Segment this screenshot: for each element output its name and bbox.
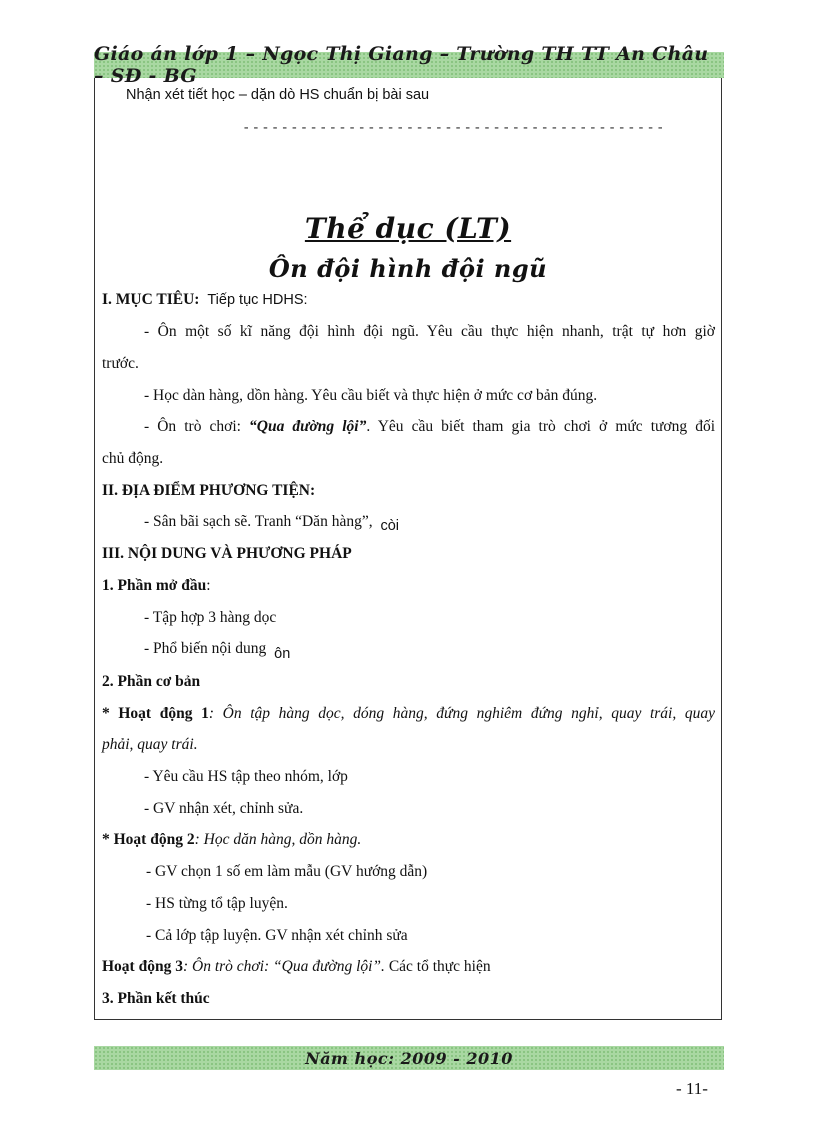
activity2-text: : Học dăn hàng, dồn hàng. [194,831,362,848]
section3-heading-text: III. NỘI DUNG VÀ PHƯƠNG PHÁP [102,545,352,562]
section1-item3-prefix: - Ôn trò chơi: [144,418,250,435]
activity1-item1: - Yêu cầu HS tập theo nhóm, lớp [144,768,348,785]
section1-item3-suffix: . Yêu cầu biết tham gia trò chơi ở mức tương đối [366,418,715,435]
activity2-item2: - HS từng tổ tập luyện. [146,895,288,912]
section1-heading: I. MỤC TIÊU: [102,291,200,308]
part1-item2-text: - Phổ biến nội dung [144,640,267,657]
section3-heading [102,545,352,563]
page-header-banner [94,43,724,87]
page-number: - 11- [676,1079,708,1098]
part1-heading [102,577,211,595]
header-text: Giáo án lớp 1 – Ngọc Thị Giang – Trường TH TT An Châu – SĐ - BG [94,43,709,87]
activity2-item3: - Cả lớp tập luyện. GV nhận xét chỉnh sửa [146,927,408,944]
section1-item1-line2: trước. [102,355,139,372]
activity1-label: * Hoạt động 1 [102,705,209,722]
section1-item1-line1: - Ôn một số kĩ năng đội hình đội ngũ. Yêu cầu thực hiện nhanh, trật tự hơn giờ [144,323,715,340]
section1-intro: Tiếp tục HDHS: [207,292,308,308]
activity1-line2 [102,736,198,754]
section2-heading [102,482,315,500]
game-name: “Qua đường lội” [249,418,367,435]
footer-text: Năm học: 2009 - 2010 [305,1048,513,1068]
activity1-line1 [102,705,715,723]
section2-item-extra: còi [380,518,399,534]
part1-heading-text: 1. Phần mở đầu [102,577,207,594]
activity1-text: : Ôn tập hàng dọc, dóng hàng, đứng nghiêm đứng nghỉ, quay trái, quay [208,705,715,722]
page-footer-banner [94,1046,724,1070]
section1-item2: - Học dàn hàng, dồn hàng. Yêu cầu biết và thực hiện ở mức cơ bản đúng. [144,387,598,404]
activity3-label: Hoạt động 3 [102,958,183,975]
activity3-line [102,958,491,976]
section1-item3-line2: chủ động. [102,450,164,467]
part2-heading [102,673,200,691]
part1-item2-extra: ôn [274,646,291,662]
separator-line: -------------------------------------------- [242,120,666,136]
part1-item1: - Tập hợp 3 hàng dọc [144,609,277,626]
part3-heading [102,990,210,1008]
part1-colon: : [206,577,211,594]
section2-item-text: - Sân bãi sạch sẽ. Tranh “Dăn hàng”, [144,513,373,530]
lesson-subtitle: Ôn đội hình đội ngũ [268,254,548,283]
top-line: Nhận xét tiết học – dặn dò HS chuẩn bị bài sau [126,87,430,103]
section2-heading-text: II. ĐỊA ĐIỂM PHƯƠNG TIỆN: [102,482,316,499]
section2-item [144,513,399,534]
part2-heading-text: 2. Phần cơ bản [102,673,201,690]
lesson-title: Thể dục (LT) [304,212,512,245]
activity3-suffix: Các tổ thực hiện [384,958,491,975]
activity1-text-line2: phải, quay trái. [102,736,198,753]
part1-item2 [144,640,291,662]
activity3-text: : Ôn trò chơi: “Qua đường lội”. [182,958,385,975]
section1-item3 [144,418,715,436]
activity1-item2: - GV nhận xét, chỉnh sửa. [144,800,304,817]
activity2-line [102,831,361,849]
part3-heading-text: 3. Phần kết thúc [102,990,210,1007]
activity2-item1: - GV chọn 1 số em làm mẫu (GV hướng dẫn) [146,863,428,880]
activity2-label: * Hoạt động 2 [102,831,195,848]
section1-heading-row [102,291,308,309]
